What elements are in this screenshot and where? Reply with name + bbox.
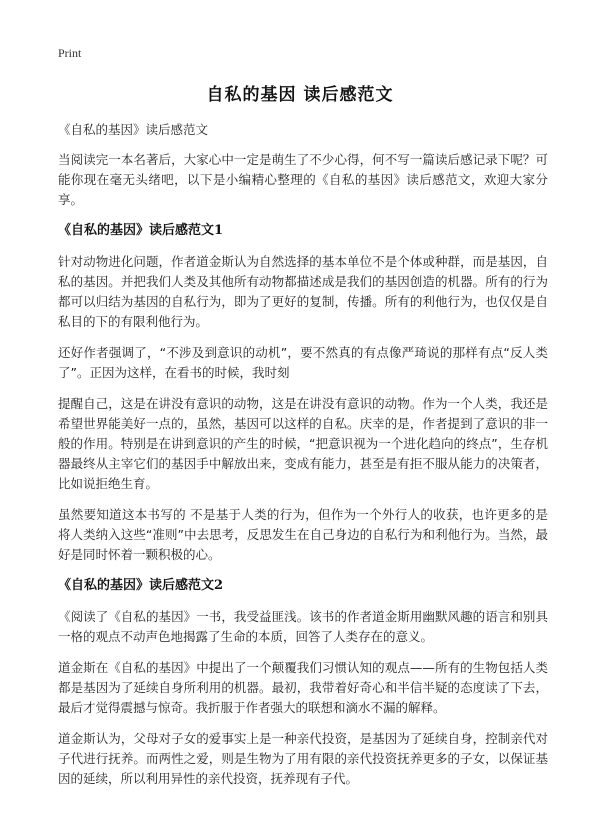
paragraph: 针对动物进化问题，作者道金斯认为自然选择的基本单位不是个体或种群，而是基因，自私的基因。并把我们人类及其他所有动物都描述成是我们的基因创造的机器。所有的行为都可以归结为基因的自私行为，即为了更好的复制，传播。所有的利他行为，也仅仅是自私目的下的有限利他行为。 [58, 254, 548, 329]
paragraph: 《阅读了《自私的基因》一书，我受益匪浅。该书的作者道金斯用幽默风趣的语言和别具一格的观点不动声色地揭露了生命的本质，回答了人类存在的意义。 [58, 609, 548, 644]
paragraph: 道金斯认为，父母对子女的爱事实上是一种亲代投资，是基因为了延续自身，控制亲代对子代进行抚养。而两性之爱，则是生物为了用有限的亲代投资抚养更多的子女，以保证基因的延续，所以利用异性的亲代投资，抚养现有子代。 [58, 731, 548, 786]
paragraph: 道金斯在《自私的基因》中提出了一个颠覆我们习惯认知的观点——所有的生物包括人类都是基因为了延续自身所利用的机器。最初，我带着好奇心和半信半疑的态度读了下去，最后才觉得震撼与惊奇。我折服于作者强大的联想和滴水不漏的解释。 [58, 660, 548, 715]
section-heading-1: 《自私的基因》读后感范文1 [58, 223, 224, 238]
article-body [58, 120, 548, 800]
intro-paragraph: 当阅读完一本名著后，大家心中一定是萌生了不少心得，何不写一篇读后感记录下呢？可能你现在毫无头绪吧，以下是小编精心整理的《自私的基因》读后感范文，欢迎大家分享。 [58, 152, 548, 207]
paragraph: 提醒自己，这是在讲没有意识的动物，这是在讲没有意识的动物。作为一个人类，我还是希望世界能美好一点的，虽然，基因可以这样的自私。庆幸的是，作者提到了意识的非一般的作用。特别是在讲到意识的产生的时候，“把意识视为一个进化趋向的终点”，生存机器最终从主宰它们的基因手中解放出来，变成有能力，甚至是有拒不服从能力的决策者，比如说拒绝生育。 [58, 396, 548, 491]
paragraph: 还好作者强调了，“不涉及到意识的动机”，要不然真的有点像严琦说的那样有点“反人类了”。正因为这样，在看书的时候，我时刻 [58, 345, 548, 380]
page-title: 自私的基因 读后感范文 [206, 85, 394, 105]
print-link[interactable]: Print [58, 46, 82, 60]
section-heading-2: 《自私的基因》读后感范文2 [58, 578, 224, 593]
article-subtitle: 《自私的基因》读后感范文 [58, 122, 209, 137]
paragraph: 虽然要知道这本书写的 不是基于人类的行为，但作为一个外行人的收获，也许更多的是将人类纳入这些“准则”中去思考，反思发生在自己身边的自私行为和利他行为。当然，最好是同时怀着一颗积极的心。 [58, 507, 548, 562]
